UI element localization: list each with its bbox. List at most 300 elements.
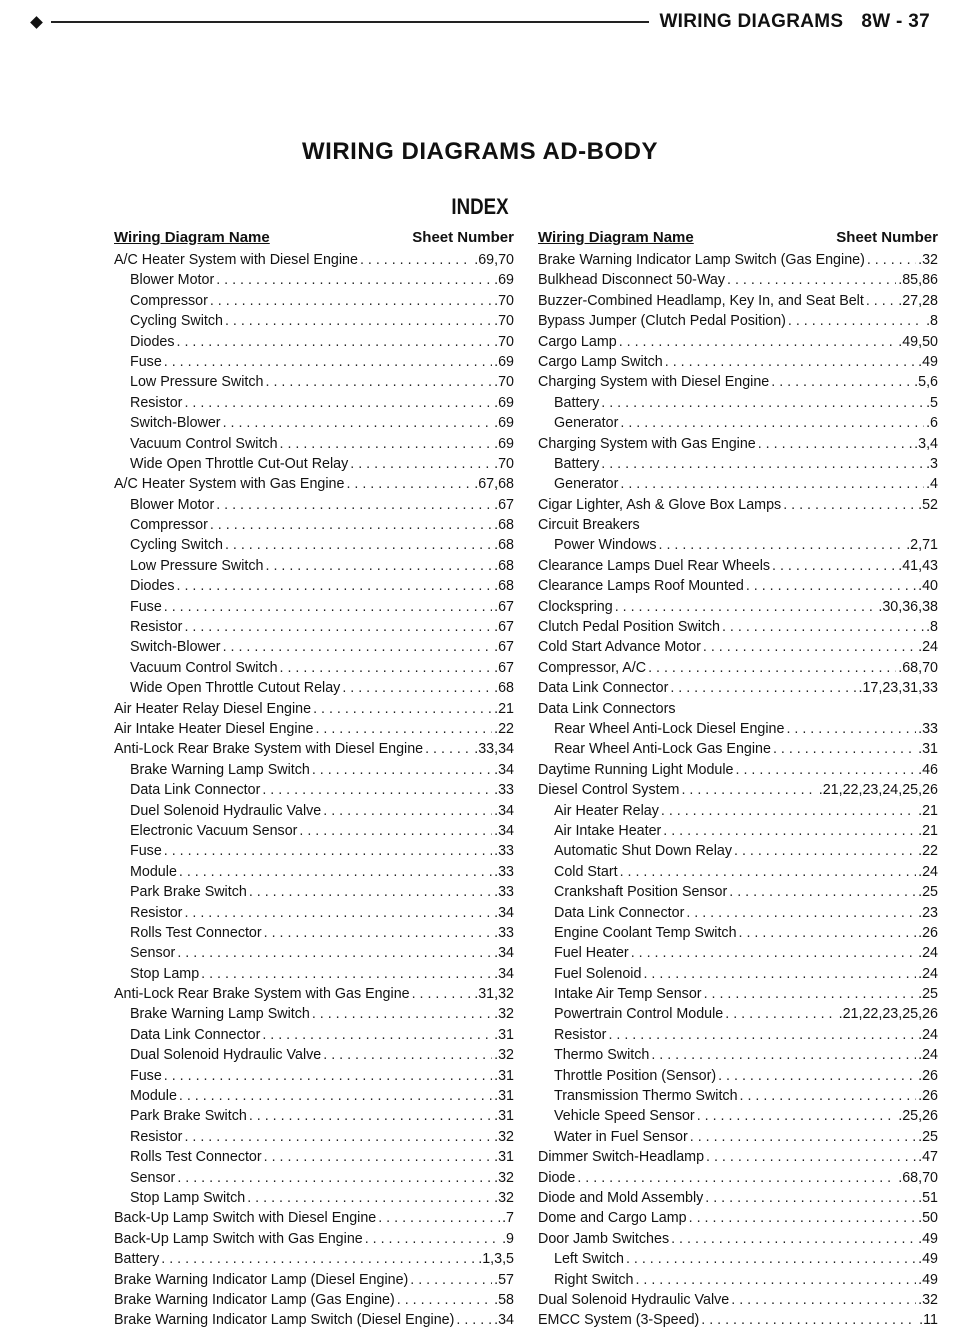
entry-sheet-number: .31: [494, 1108, 514, 1125]
entry-name: Data Link Connector: [554, 904, 685, 921]
entry-sheet-number: .25,26: [898, 1108, 938, 1125]
entry-name: Rear Wheel Anti-Lock Gas Engine: [554, 741, 771, 758]
entry-name: Wide Open Throttle Cutout Relay: [130, 680, 341, 697]
index-entry: [114, 719, 514, 739]
column-header-name: Wiring Diagram Name: [538, 229, 694, 246]
dot-leader: [601, 454, 924, 474]
index-entry: [114, 1270, 514, 1290]
entry-name: Crankshaft Position Sensor: [554, 884, 728, 901]
entry-sheet-number: .69: [494, 394, 514, 411]
index-entry: [538, 1045, 938, 1065]
index-entry: [114, 1106, 514, 1126]
index-entry: [538, 270, 938, 290]
index-entry: [538, 943, 938, 963]
index-entry: [114, 1290, 514, 1310]
index-entry: [538, 352, 938, 372]
entry-sheet-number: .34: [494, 965, 514, 982]
dot-leader: [249, 882, 492, 902]
entry-name: Sensor: [130, 1169, 176, 1186]
index-entry: [538, 597, 938, 617]
dot-leader: [280, 434, 493, 454]
entry-sheet-number: .22: [918, 843, 938, 860]
dot-leader: [179, 1086, 492, 1106]
entry-name: Dome and Cargo Lamp: [538, 1210, 687, 1227]
entry-name: Powertrain Control Module: [554, 1006, 724, 1023]
entry-sheet-number: .31: [918, 741, 938, 758]
entry-name: Diodes: [130, 578, 175, 595]
index-entry: [114, 943, 514, 963]
dot-leader: [223, 413, 493, 433]
index-entry: [114, 454, 514, 474]
entry-sheet-number: .69: [494, 415, 514, 432]
entry-sheet-number: .24: [918, 1026, 938, 1043]
entry-name: Resistor: [130, 1128, 183, 1145]
dot-leader: [577, 1168, 896, 1188]
dot-leader: [705, 1188, 916, 1208]
entry-sheet-number: .68: [494, 578, 514, 595]
dot-leader: [706, 1147, 916, 1167]
index-entry: [114, 617, 514, 637]
dot-leader: [223, 637, 493, 657]
entry-sheet-number: .1,3,5: [478, 1251, 514, 1268]
entry-sheet-number: .32: [494, 1189, 514, 1206]
index-entry: [114, 372, 514, 392]
entry-sheet-number: .24: [918, 863, 938, 880]
index-entry: [538, 984, 938, 1004]
entry-name: Diesel Control System: [538, 782, 680, 799]
entry-name: Air Intake Heater: [554, 822, 662, 839]
index-entry: [538, 291, 938, 311]
entry-name: A/C Heater System with Diesel Engine: [114, 252, 358, 268]
dot-leader: [620, 474, 924, 494]
dot-leader: [671, 1229, 916, 1249]
dot-leader: [773, 739, 916, 759]
index-entry: [114, 699, 514, 719]
index-entry: [538, 1025, 938, 1045]
index-title: INDEX: [451, 194, 509, 219]
dot-leader: [635, 1270, 916, 1290]
dot-leader: [746, 576, 916, 596]
entry-name: Power Windows: [554, 537, 657, 554]
entry-name: Thermo Switch: [554, 1047, 650, 1064]
index-entry: [114, 1066, 514, 1086]
entry-sheet-number: .67: [494, 598, 514, 615]
entry-name: Dual Solenoid Hydraulic Valve: [538, 1291, 730, 1308]
dot-leader: [601, 393, 924, 413]
entry-name: Clockspring: [538, 598, 613, 615]
entry-sheet-number: .58: [494, 1291, 514, 1308]
entry-name: Engine Coolant Temp Switch: [554, 924, 737, 941]
entry-name: Data Link Connector: [130, 782, 261, 799]
entry-name: Data Link Connector: [130, 1026, 261, 1043]
dot-leader: [179, 862, 492, 882]
entry-name: Back-Up Lamp Switch with Diesel Engine: [114, 1210, 377, 1227]
entry-name: Back-Up Lamp Switch with Gas Engine: [114, 1230, 363, 1247]
dot-leader: [323, 801, 492, 821]
dot-leader: [608, 1025, 916, 1045]
entry-name: Blower Motor: [130, 272, 215, 289]
entry-sheet-number: .5: [926, 394, 938, 411]
index-entry: [114, 556, 514, 576]
dot-leader: [397, 1290, 492, 1310]
dot-leader: [164, 1066, 492, 1086]
dot-leader: [722, 617, 924, 637]
entry-sheet-number: .68,70: [898, 659, 938, 676]
index-entry: [538, 535, 938, 555]
index-entry: [538, 801, 938, 821]
header-rule: [51, 21, 649, 23]
entry-sheet-number: .17,23,31,33: [858, 680, 938, 697]
index-entry: [114, 862, 514, 882]
entry-name: Resistor: [130, 394, 183, 411]
dot-leader: [631, 943, 916, 963]
index-entry: [114, 1168, 514, 1188]
entry-sheet-number: .32: [494, 1128, 514, 1145]
index-entry: [538, 1310, 938, 1330]
dot-leader: [184, 393, 492, 413]
index-entry: [538, 678, 938, 698]
entry-name: Data Link Connectors: [538, 700, 676, 717]
index-entry: [538, 434, 938, 454]
entry-name: Charging System with Gas Engine: [538, 435, 756, 452]
index-entry: [538, 576, 938, 596]
index-entry: [114, 1249, 514, 1269]
dot-leader: [350, 454, 492, 474]
index-entry: [114, 311, 514, 331]
dot-leader: [184, 903, 492, 923]
dot-leader: [651, 1045, 916, 1065]
entry-sheet-number: .24: [918, 965, 938, 982]
entry-sheet-number: .34: [494, 761, 514, 778]
entry-sheet-number: .33,34: [474, 741, 514, 758]
index-entry: [538, 1127, 938, 1147]
dot-leader: [665, 352, 916, 372]
dot-leader: [365, 1229, 500, 1249]
index-entry: [538, 821, 938, 841]
entry-sheet-number: .30,36,38: [878, 598, 938, 615]
index-entry: [114, 964, 514, 984]
index-entry: [538, 495, 938, 515]
entry-sheet-number: .69: [494, 272, 514, 289]
entry-sheet-number: .4: [926, 476, 938, 493]
dot-leader: [184, 617, 492, 637]
index-entry: [538, 454, 938, 474]
entry-sheet-number: .68: [494, 680, 514, 697]
dot-leader: [663, 821, 916, 841]
entry-name: Air Intake Heater Diesel Engine: [114, 720, 314, 737]
index-entry: [114, 1229, 514, 1249]
entry-name: Electronic Vacuum Sensor: [130, 822, 298, 839]
entry-sheet-number: .51: [918, 1189, 938, 1206]
entry-sheet-number: .3,4: [914, 435, 938, 452]
entry-name: Bulkhead Disconnect 50-Way: [538, 272, 726, 289]
dot-leader: [729, 882, 916, 902]
entry-sheet-number: .26: [918, 1088, 938, 1105]
dot-leader: [740, 1086, 917, 1106]
index-entry: [538, 1290, 938, 1310]
dot-leader: [412, 984, 473, 1004]
dot-leader: [410, 1270, 492, 1290]
entry-sheet-number: .25: [918, 986, 938, 1003]
dot-leader: [697, 1106, 897, 1126]
entry-sheet-number: .68: [494, 517, 514, 534]
entry-name: Diode and Mold Assembly: [538, 1189, 704, 1206]
index-entry: [114, 801, 514, 821]
index-entry: [114, 1188, 514, 1208]
index-entry: [114, 678, 514, 698]
index-entry: [114, 474, 514, 494]
entry-name: Module: [130, 863, 177, 880]
index-entry: [538, 372, 938, 392]
entry-sheet-number: .70: [494, 313, 514, 330]
entry-name: Switch-Blower: [130, 415, 221, 432]
index-entry: [538, 1086, 938, 1106]
entry-name: Brake Warning Lamp Switch: [130, 1006, 310, 1023]
entry-sheet-number: .22: [494, 720, 514, 737]
entry-sheet-number: .31: [494, 1067, 514, 1084]
dot-leader: [247, 1188, 492, 1208]
dot-leader: [867, 250, 916, 270]
entry-sheet-number: .24: [918, 639, 938, 656]
entry-name: Compressor: [130, 517, 208, 534]
entry-sheet-number: .21: [918, 802, 938, 819]
entry-name: Air Heater Relay Diesel Engine: [114, 700, 312, 717]
entry-sheet-number: .49,50: [898, 333, 938, 350]
entry-name: Brake Warning Lamp Switch: [130, 761, 310, 778]
dot-leader: [681, 780, 816, 800]
index-entry: [114, 903, 514, 923]
entry-sheet-number: .68: [494, 537, 514, 554]
dot-leader: [425, 739, 472, 759]
entry-name: Throttle Position (Sensor): [554, 1067, 717, 1084]
header-page-number: 8W - 37: [861, 11, 930, 32]
index-entry: [538, 882, 938, 902]
index-entry: [114, 515, 514, 535]
entry-name: Switch-Blower: [130, 639, 221, 656]
index-entry: [114, 882, 514, 902]
index-entry: [538, 617, 938, 637]
entry-sheet-number: .32: [494, 1169, 514, 1186]
entry-sheet-number: .49: [918, 1271, 938, 1288]
entry-sheet-number: .2,71: [906, 537, 938, 554]
dot-leader: [312, 1004, 492, 1024]
entry-sheet-number: .32: [918, 1291, 938, 1308]
entry-name: Right Switch: [554, 1271, 634, 1288]
entry-name: Rolls Test Connector: [130, 924, 262, 941]
dot-leader: [725, 1004, 836, 1024]
document-title: WIRING DIAGRAMS AD-BODY: [302, 138, 658, 165]
index-entry: [538, 413, 938, 433]
index-entry: [114, 270, 514, 290]
dot-leader: [739, 923, 917, 943]
entry-name: Generator: [554, 476, 619, 493]
index-entry: [114, 658, 514, 678]
index-entry: [114, 1310, 514, 1330]
dot-leader: [670, 678, 856, 698]
dot-leader: [201, 964, 492, 984]
entry-name: Compressor: [130, 292, 208, 309]
dot-leader: [299, 821, 492, 841]
entry-name: Buzzer-Combined Headlamp, Key In, and Seat Belt: [538, 292, 864, 309]
entry-name: Park Brake Switch: [130, 884, 247, 901]
index-entry: [538, 862, 938, 882]
index-entry: [114, 637, 514, 657]
entry-name: Brake Warning Indicator Lamp (Gas Engine): [114, 1291, 395, 1308]
entry-name: Cycling Switch: [130, 537, 223, 554]
dot-leader: [216, 495, 492, 515]
entry-sheet-number: .32: [494, 1047, 514, 1064]
entry-sheet-number: .11: [919, 1312, 938, 1329]
index-entry: [538, 923, 938, 943]
index-entry: [538, 658, 938, 678]
entry-name: Fuse: [130, 353, 162, 370]
entry-name: Cargo Lamp Switch: [538, 353, 663, 370]
entry-name: EMCC System (3-Speed): [538, 1312, 700, 1329]
entry-name: Left Switch: [554, 1251, 624, 1268]
entry-name: Charging System with Diesel Engine: [538, 374, 770, 391]
dot-leader: [718, 1066, 916, 1086]
entry-name: Cigar Lighter, Ash & Glove Box Lamps: [538, 496, 782, 513]
dot-leader: [378, 1208, 500, 1228]
index-entry: [538, 964, 938, 984]
index-entry: [114, 393, 514, 413]
dot-leader: [210, 291, 492, 311]
entry-name: Generator: [554, 415, 619, 432]
entry-sheet-number: .85,86: [898, 272, 938, 289]
entry-name: Cycling Switch: [130, 313, 223, 330]
entry-name: Battery: [554, 394, 600, 411]
entry-sheet-number: .5,6: [914, 374, 938, 391]
column-header-sheet: Sheet Number: [412, 229, 514, 246]
dot-leader: [177, 332, 493, 352]
index-entry: [114, 1147, 514, 1167]
dot-leader: [315, 719, 492, 739]
entry-sheet-number: .9: [502, 1230, 514, 1247]
dot-leader: [661, 801, 916, 821]
dot-leader: [734, 841, 916, 861]
entry-name: Fuse: [130, 598, 162, 615]
entry-sheet-number: .33: [494, 863, 514, 880]
entry-sheet-number: .34: [494, 945, 514, 962]
dot-leader: [262, 1025, 492, 1045]
running-header: [32, 6, 930, 38]
entry-name: Dual Solenoid Hydraulic Valve: [130, 1047, 322, 1064]
index-entry: [538, 1270, 938, 1290]
index-entry: [538, 556, 938, 576]
entry-name: Vacuum Control Switch: [130, 659, 278, 676]
entry-sheet-number: .21,22,23,24,25,26: [818, 782, 938, 799]
index-entry: [538, 699, 938, 719]
entry-name: Resistor: [554, 1026, 607, 1043]
index-column-left: [114, 228, 514, 1331]
dot-leader: [161, 1249, 476, 1269]
index-entry: [114, 250, 514, 270]
dot-leader: [360, 250, 472, 270]
index-entry: [538, 1208, 938, 1228]
dot-leader: [280, 658, 493, 678]
entry-sheet-number: .67: [494, 659, 514, 676]
entry-sheet-number: .25: [918, 884, 938, 901]
index-entry: [114, 1025, 514, 1045]
entry-name: Resistor: [130, 904, 183, 921]
entry-sheet-number: .31: [494, 1026, 514, 1043]
column-header: [114, 228, 514, 248]
entry-name: Compressor, A/C: [538, 659, 647, 676]
entry-name: Battery: [554, 455, 600, 472]
entry-sheet-number: .21,22,23,25,26: [838, 1006, 938, 1023]
entry-sheet-number: .31,32: [474, 986, 514, 1003]
entry-sheet-number: .50: [918, 1210, 938, 1227]
dot-leader: [456, 1310, 492, 1330]
dot-leader: [177, 943, 492, 963]
entry-name: Anti-Lock Rear Brake System with Diesel Engine: [114, 741, 424, 758]
dot-leader: [342, 678, 492, 698]
entry-sheet-number: .41,43: [898, 557, 938, 574]
entry-sheet-number: .26: [918, 1067, 938, 1084]
entry-name: Bypass Jumper (Clutch Pedal Position): [538, 313, 786, 330]
dot-leader: [690, 1127, 916, 1147]
entry-name: Cold Start: [554, 863, 618, 880]
index-entry: [538, 780, 938, 800]
index-entry: [538, 1106, 938, 1126]
entry-sheet-number: .70: [494, 455, 514, 472]
index-entry: [538, 474, 938, 494]
dot-leader: [626, 1249, 916, 1269]
dot-leader: [164, 597, 492, 617]
index-entry: [114, 821, 514, 841]
entry-sheet-number: .67: [494, 496, 514, 513]
dot-leader: [264, 1147, 492, 1167]
index-entry-list: [114, 250, 514, 1331]
entry-name: Blower Motor: [130, 496, 215, 513]
entry-name: Door Jamb Switches: [538, 1230, 670, 1247]
index-entry: [114, 760, 514, 780]
index-entry: [538, 515, 938, 535]
entry-name: Stop Lamp: [130, 965, 200, 982]
entry-sheet-number: .40: [918, 578, 938, 595]
entry-sheet-number: .21: [494, 700, 514, 717]
entry-name: Diodes: [130, 333, 175, 350]
dot-leader: [264, 923, 492, 943]
index-entry: [538, 393, 938, 413]
header-section-title: WIRING DIAGRAMS: [659, 11, 844, 32]
entry-sheet-number: .23: [918, 904, 938, 921]
index-entry: [114, 1127, 514, 1147]
dot-leader: [620, 413, 924, 433]
entry-name: Low Pressure Switch: [130, 557, 264, 574]
dot-leader: [758, 434, 912, 454]
column-header-name: Wiring Diagram Name: [114, 229, 270, 246]
entry-name: Fuel Solenoid: [554, 965, 642, 982]
index-entry: [538, 637, 938, 657]
entry-sheet-number: .69: [494, 435, 514, 452]
index-entry: [538, 760, 938, 780]
index-entry: [114, 923, 514, 943]
dot-leader: [619, 332, 897, 352]
index-entry: [538, 1066, 938, 1086]
entry-sheet-number: .32: [918, 252, 938, 268]
index-entry: [538, 739, 938, 759]
entry-sheet-number: .68,70: [898, 1169, 938, 1186]
diamond-bullet-icon: [30, 16, 43, 29]
entry-name: Clutch Pedal Position Switch: [538, 619, 720, 636]
entry-name: Rear Wheel Anti-Lock Diesel Engine: [554, 720, 785, 737]
index-entry: [114, 739, 514, 759]
index-entry: [538, 1168, 938, 1188]
entry-name: Cold Start Advance Motor: [538, 639, 701, 656]
dot-leader: [772, 556, 896, 576]
index-entry: [114, 1045, 514, 1065]
